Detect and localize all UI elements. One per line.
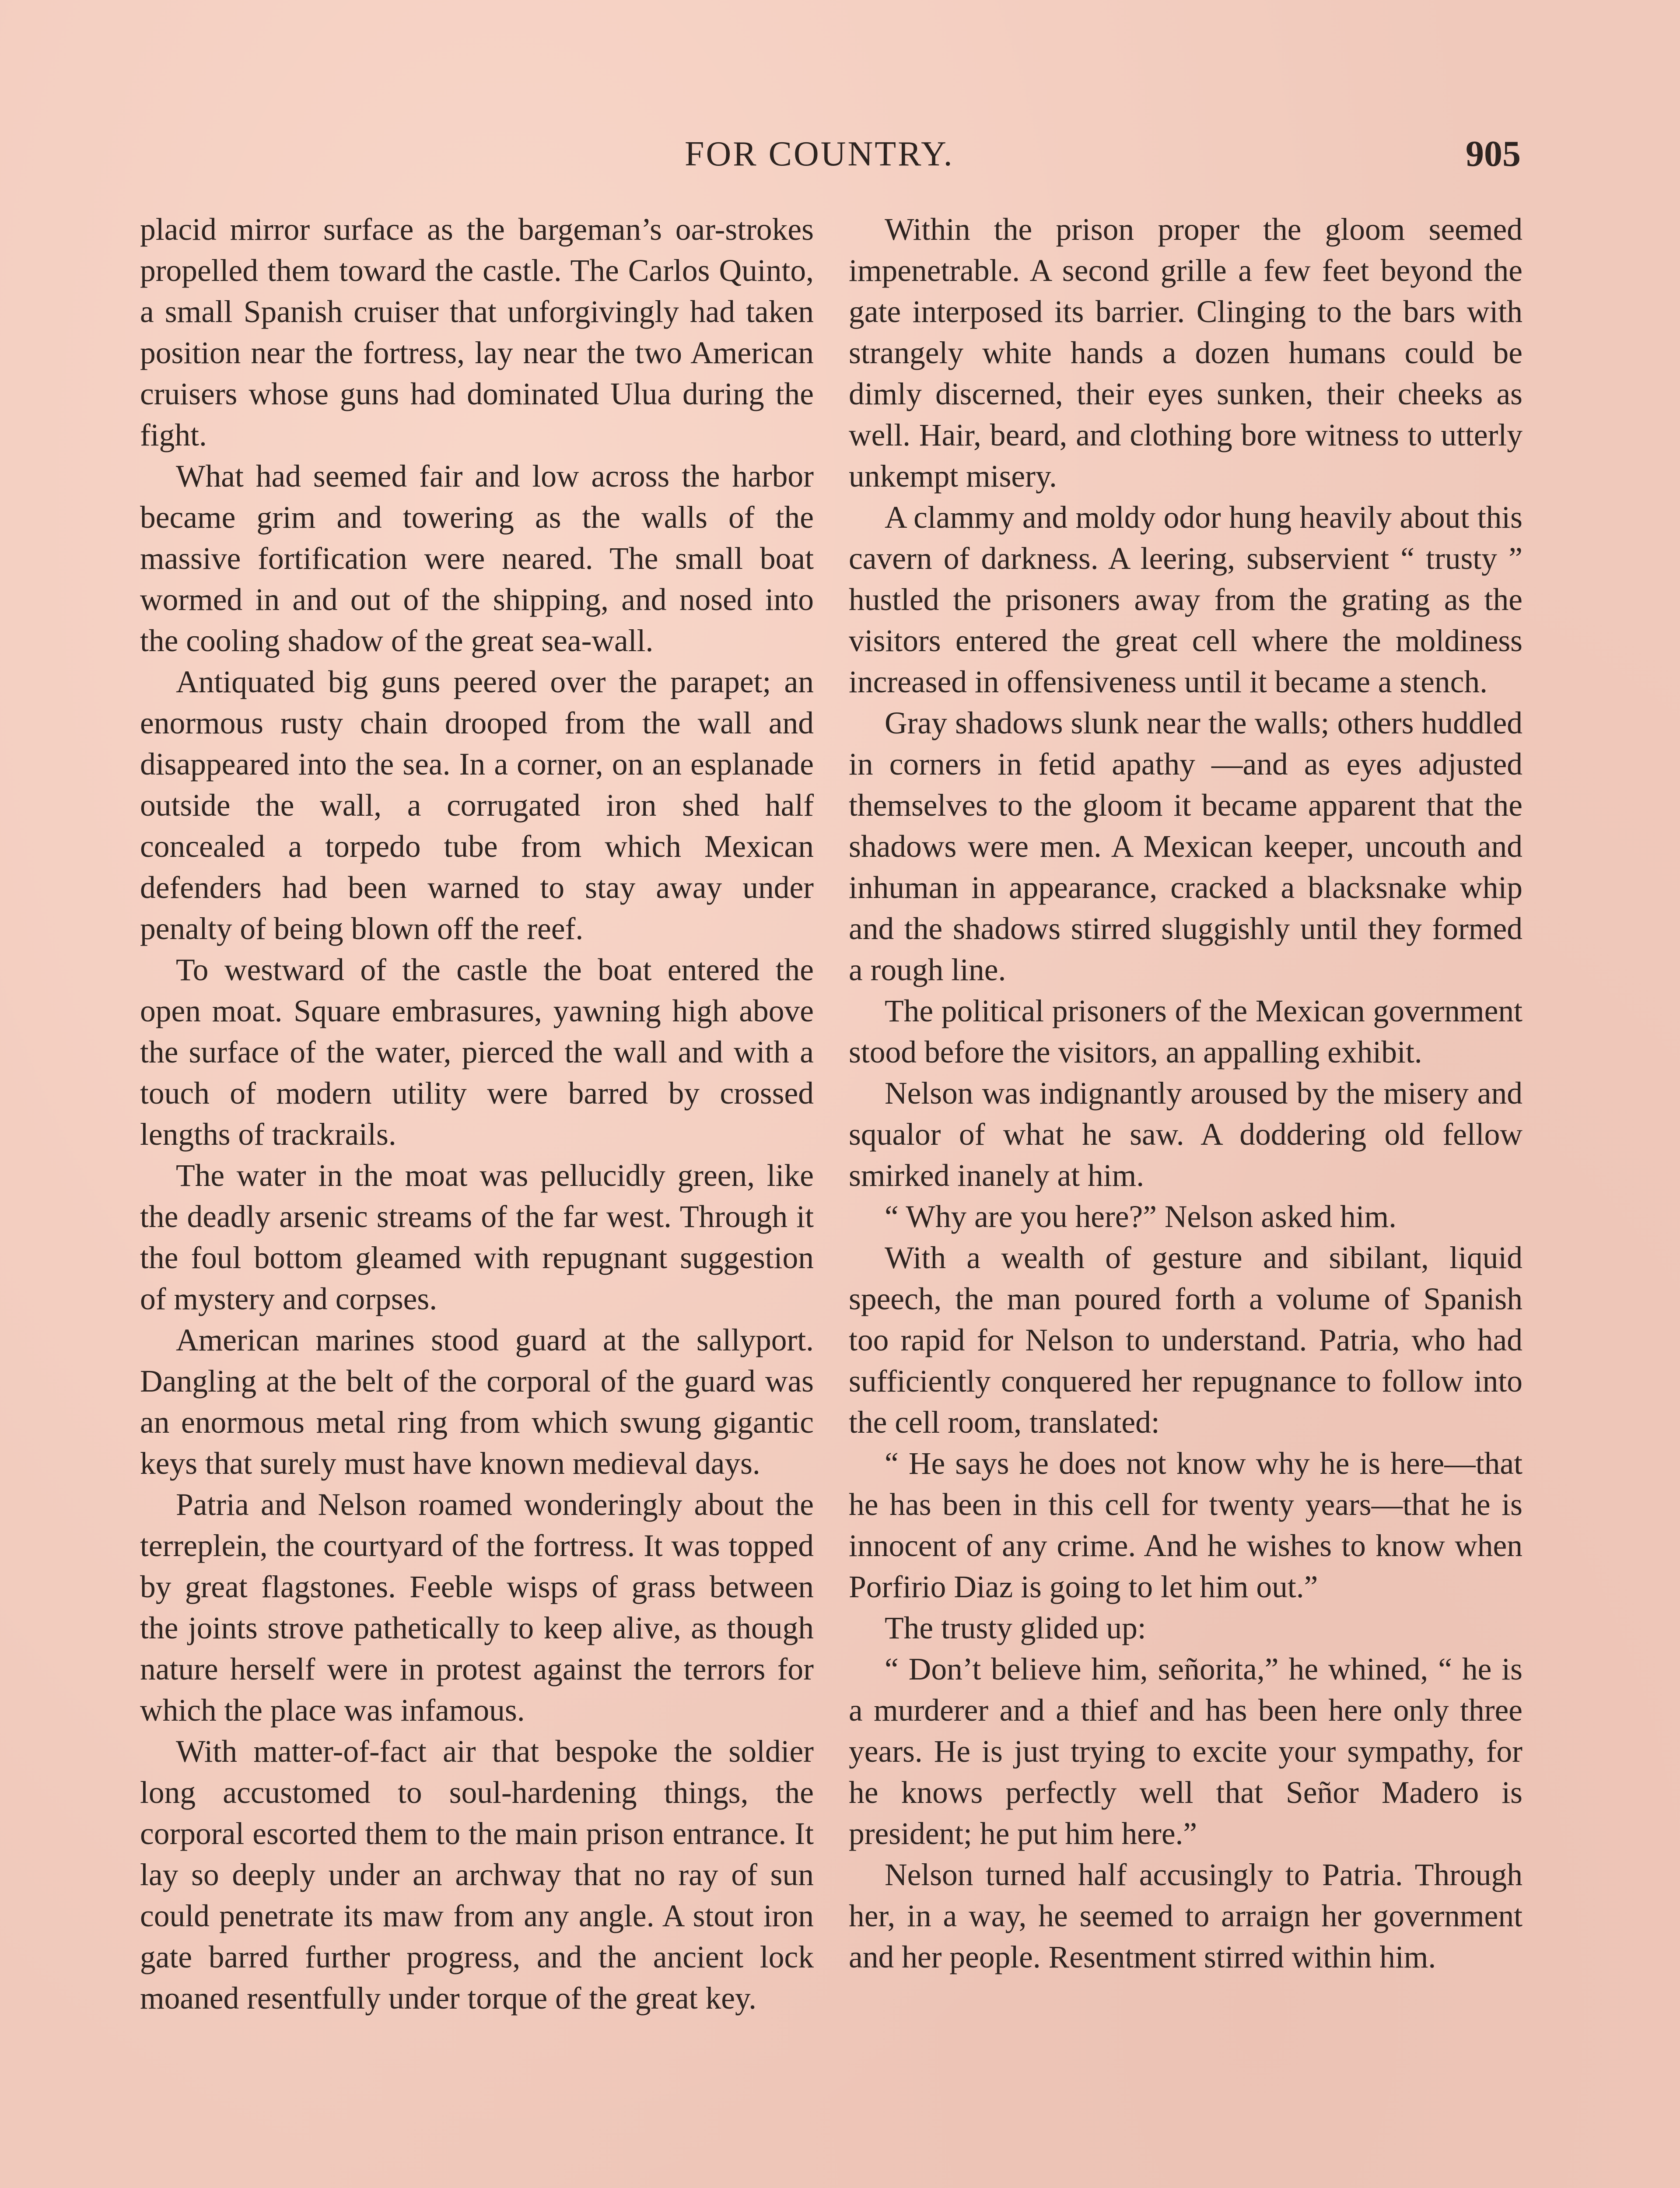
paragraph: A clammy and moldy odor hung heavily about this cavern of darkness. A leering, subservient “ trusty ” hustled the prisoners away from the grating as the visitors entered the great cell where the moldiness increased in offensiveness until it became a stench. (849, 500, 1522, 699)
paragraph: With a wealth of gesture and sibilant, liquid speech, the man poured forth a volume of Spanish too rapid for Nelson to understand. Patria, who had sufficiently conquered her repugnance to follow into the cell room, translated: (849, 1241, 1522, 1440)
paragraph: The trusty glided up: (885, 1611, 1146, 1645)
left-column (140, 209, 814, 2019)
running-title: FOR COUNTRY. (685, 135, 954, 173)
paragraph: Nelson was indignantly aroused by the misery and squalor of what he saw. A doddering old fellow smirked inanely at him. (849, 1076, 1522, 1193)
paragraph: Nelson turned half accusingly to Patria. Through her, in a way, he seemed to arraign her government and her people. Resentment stirred within him. (849, 1858, 1522, 1974)
paragraph: With matter-of-fact air that bespoke the soldier long accustomed to soul-hardening things, the corporal escorted them to the main prison entrance. It lay so deeply under an archway that no ray of sun could penetrate its maw from any angle. A stout iron gate barred further progress, and the ancient lock moaned resentfully under torque of the great key. (140, 1734, 814, 2016)
right-column (849, 209, 1522, 1978)
paragraph: To westward of the castle the boat entered the open moat. Square embrasures, yawning high above the surface of the water, pierced the wall and with a touch of modern utility were barred by crossed lengths of trackrails. (140, 953, 814, 1152)
paragraph: The political prisoners of the Mexican government stood before the visitors, an appalling exhibit. (849, 994, 1522, 1069)
paragraph: Patria and Nelson roamed wonderingly about the terreplein, the courtyard of the fortress. It was topped by great flagstones. Feeble wisps of grass between the joints strove pathetically to keep alive, as though nature herself were in protest against the terrors for which the place was infamous. (140, 1487, 814, 1728)
paragraph: The water in the moat was pellucidly green, like the deadly arsenic streams of the far west. Through it the foul bottom gleamed with repugnant suggestion of mystery and corpses. (140, 1158, 814, 1316)
paragraph: “ Don’t believe him, señorita,” he whined, “ he is a murderer and a thief and has been here only three years. He is just trying to excite your sympathy, for he knows perfectly well that Señor Madero is president; he put him here.” (849, 1652, 1522, 1851)
paragraph: placid mirror surface as the bargeman’s oar-strokes propelled them toward the castle. The Carlos Quinto, a small Spanish cruiser that unforgivingly had taken position near the fortress, lay near the two American cruisers whose guns had dominated Ulua during the fight. (140, 212, 814, 452)
paragraph: “ Why are you here?” Nelson asked him. (885, 1199, 1397, 1234)
page-number: 905 (1466, 133, 1521, 174)
paragraph: “ He says he does not know why he is here—that he has been in this cell for twenty years—that he is innocent of any crime. And he wishes to know when Porfirio Diaz is going to let him out.” (849, 1446, 1522, 1604)
paragraph: Antiquated big guns peered over the parapet; an enormous rusty chain drooped from the wall and disappeared into the sea. In a corner, on an esplanade outside the wall, a corrugated iron shed half concealed a torpedo tube from which Mexican defenders had been warned to stay away under penalty of being blown off the reef. (140, 665, 814, 946)
paragraph: Gray shadows slunk near the walls; others huddled in corners in fetid apathy —and as eyes adjusted themselves to the gloom it became apparent that the shadows were men. A Mexican keeper, uncouth and inhuman in appearance, cracked a blacksnake whip and the shadows stirred sluggishly until they formed a rough line. (849, 706, 1522, 987)
paragraph: Within the prison proper the gloom seemed impenetrable. A second grille a few feet beyond the gate interposed its barrier. Clinging to the bars with strangely white hands a dozen humans could be dimly discerned, their eyes sunken, their cheeks as well. Hair, beard, and clothing bore witness to utterly unkempt misery. (849, 212, 1522, 494)
paragraph: What had seemed fair and low across the harbor became grim and towering as the walls of the massive fortification were neared. The small boat wormed in and out of the shipping, and nosed into the cooling shadow of the great sea-wall. (140, 459, 814, 658)
page-header (0, 132, 1680, 180)
paragraph: American marines stood guard at the sallyport. Dangling at the belt of the corporal of the guard was an enormous metal ring from which swung gigantic keys that surely must have known medieval days. (140, 1323, 814, 1481)
